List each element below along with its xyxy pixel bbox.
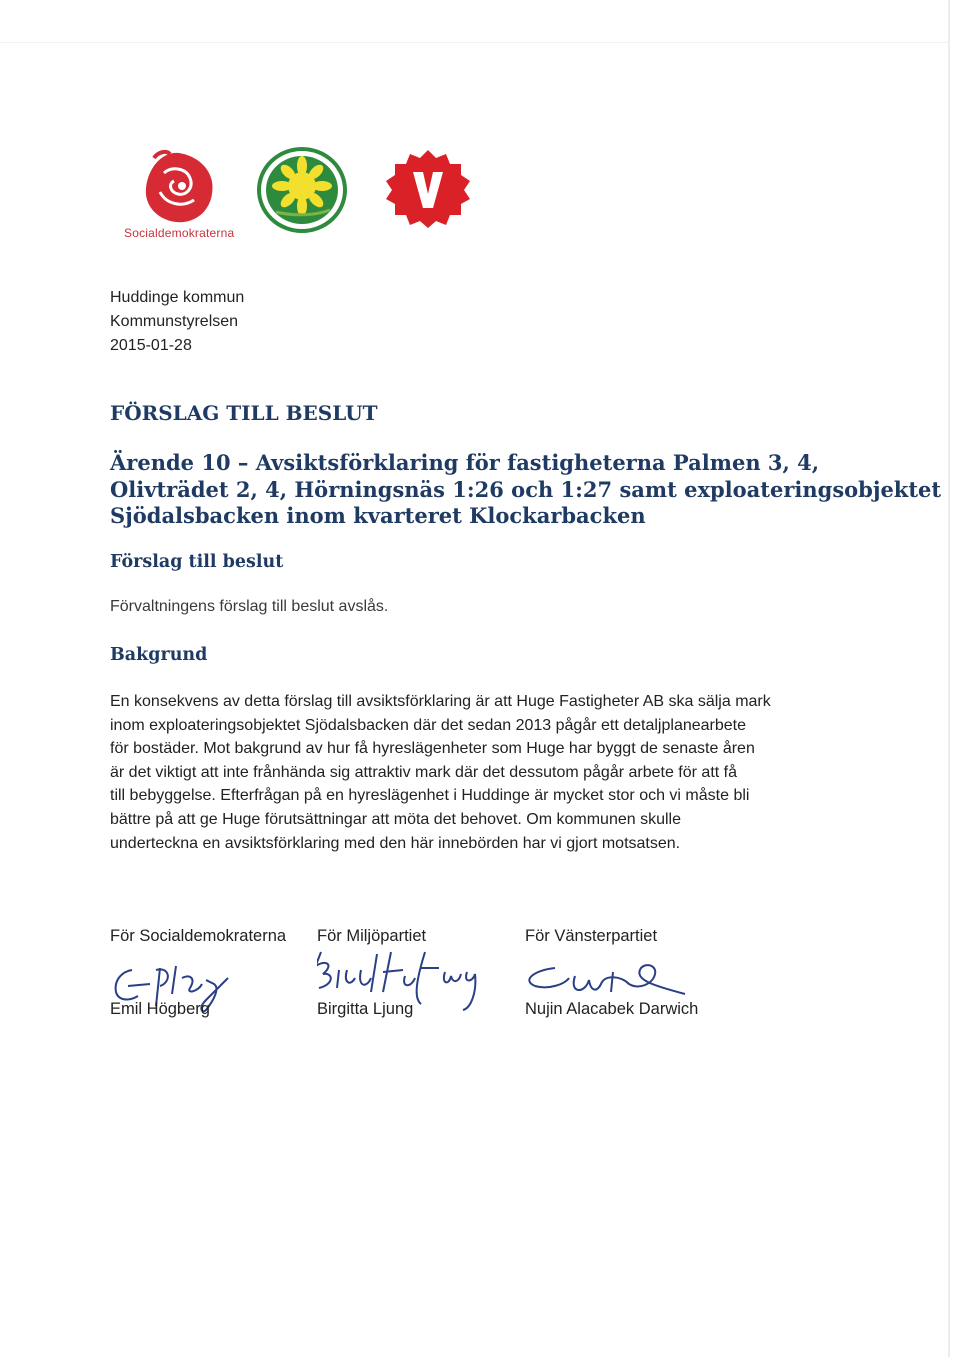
vansterpartiet-v-logo-icon [386, 148, 470, 228]
errand-line: Ärende 10 – Avsiktsförklaring för fastigheterna Palmen 3, 4, [110, 450, 820, 475]
errand-line: Sjödalsbacken inom kvarteret Klockarbacken [110, 503, 646, 528]
organization-name: Huddinge kommun [110, 289, 245, 306]
signature-block-vansterpartiet [525, 927, 705, 1018]
board-name: Kommunstyrelsen [110, 313, 239, 330]
scan-top-line [0, 42, 950, 43]
signer-name: Birgitta Ljung [317, 1000, 414, 1018]
signature-party: För Vänsterpartiet [525, 927, 658, 945]
errand-line: Olivträdet 2, 4, Hörningsnäs 1:26 och 1:27 samt exploateringsobjektet [110, 476, 942, 502]
miljopartiet-dandelion-logo-icon [256, 146, 348, 234]
paragraph-line: är det viktigt att inte frånhända sig attraktiv mark där det dessutom pågår arbete för att få [110, 763, 737, 781]
signer-name: Nujin Alacabek Darwich [525, 1000, 699, 1018]
paragraph-line: underteckna en avsiktsförklaring med den här innebörden har vi gjort motsatsen. [110, 834, 681, 852]
background-paragraph [110, 690, 840, 855]
decision-text: Förvaltningens förslag till beslut avslås. [110, 598, 389, 615]
document-date: 2015-01-28 [110, 337, 192, 354]
paragraph-line: inom exploateringsobjektet Sjödalsbacken där det sedan 2013 pågår ett detaljplanearbete [110, 716, 746, 734]
paragraph-line: till bebyggelse. Efterfrågan på en hyreslägenhet i Huddinge är mycket stor och vi måste bli [110, 787, 750, 805]
brand-text: Socialdemokraterna [124, 226, 235, 240]
sender-block [110, 286, 244, 358]
paragraph-line: för bostäder. Mot bakgrund av hur få hyreslägenheter som Huge har byggt de senaste åren [110, 740, 755, 758]
decision-heading: Förslag till beslut [110, 552, 284, 572]
scan-edge-line [948, 0, 950, 1357]
background-heading: Bakgrund [110, 645, 208, 665]
document-title: FÖRSLAG TILL BESLUT [110, 401, 378, 425]
paragraph-line: bättre på att ge Huge förutsättningar att möta det behovet. Om kommunen skulle [110, 810, 681, 828]
signature-party: För Socialdemokraterna [110, 927, 287, 945]
signer-name: Emil Högberg [110, 1000, 210, 1018]
signature-block-socialdemokraterna [110, 927, 286, 1018]
signature-party: För Miljöpartiet [317, 927, 427, 945]
paragraph-line: En konsekvens av detta förslag till avsiktsförklaring är att Huge Fastigheter AB ska sälja mark [110, 693, 771, 710]
signature-block-miljopartiet [317, 927, 497, 1018]
errand-heading [110, 450, 942, 530]
